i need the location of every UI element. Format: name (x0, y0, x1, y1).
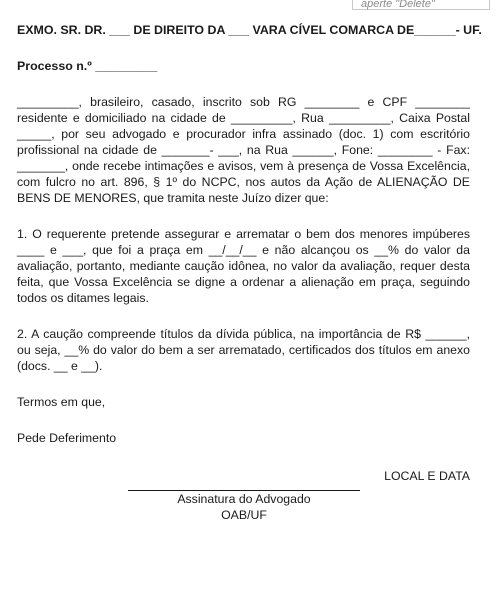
delete-hint-label: aperte "Delete" (352, 0, 490, 10)
intro-paragraph: _________, brasileiro, casado, inscrito sob RG ________ e CPF ________ residente e domiciliado na cidade de _________, Rua _________, Caixa Postal _____, por seu advogado e procurador infra assinado (doc. 1) com escritório profissional na cidade de _______- ___, na Rua ______, Fone: ________ - Fax: _______, onde recebe intimações e avisos, vem à presença de Vossa Excelência, com fulcro no art. 896, § 1º do NCPC, nos autos da Ação de ALIENAÇÃO DE BENS DE MENORES, que tramita neste Juízo dizer que: (17, 95, 470, 205)
petition-document (17, 22, 482, 484)
processo-number: Processo n.º _________ (17, 59, 158, 73)
closing-terms: Termos em que, (17, 395, 106, 409)
signature-name: Assinatura do Advogado (177, 492, 311, 506)
signature-oab: OAB/UF (221, 508, 267, 522)
document-heading: EXMO. SR. DR. ___ DE DIREITO DA ___ VARA CÍVEL COMARCA DE______- UF. (17, 23, 482, 37)
item-1-paragraph: 1. O requerente pretende assegurar e arrematar o bem dos menores impúberes ____ e ___, que foi a praça em __/__/__ e não alcançou os __% do valor da avaliação, portanto, mediante caução idônea, no valor da avaliação, requer desta feita, que Vossa Excelência se digne a ordenar a alienação em praça, seguindo todos os ditames legais. (17, 227, 470, 305)
closing-request: Pede Deferimento (17, 431, 117, 445)
signature-block (128, 490, 360, 523)
local-date: LOCAL E DATA (384, 469, 470, 483)
item-2-paragraph: 2. A caução compreende títulos da dívida pública, na importância de R$ ______, ou seja, __% do valor do bem a ser arrematado, certificados dos títulos em anexo (docs. __ e __). (17, 327, 470, 373)
